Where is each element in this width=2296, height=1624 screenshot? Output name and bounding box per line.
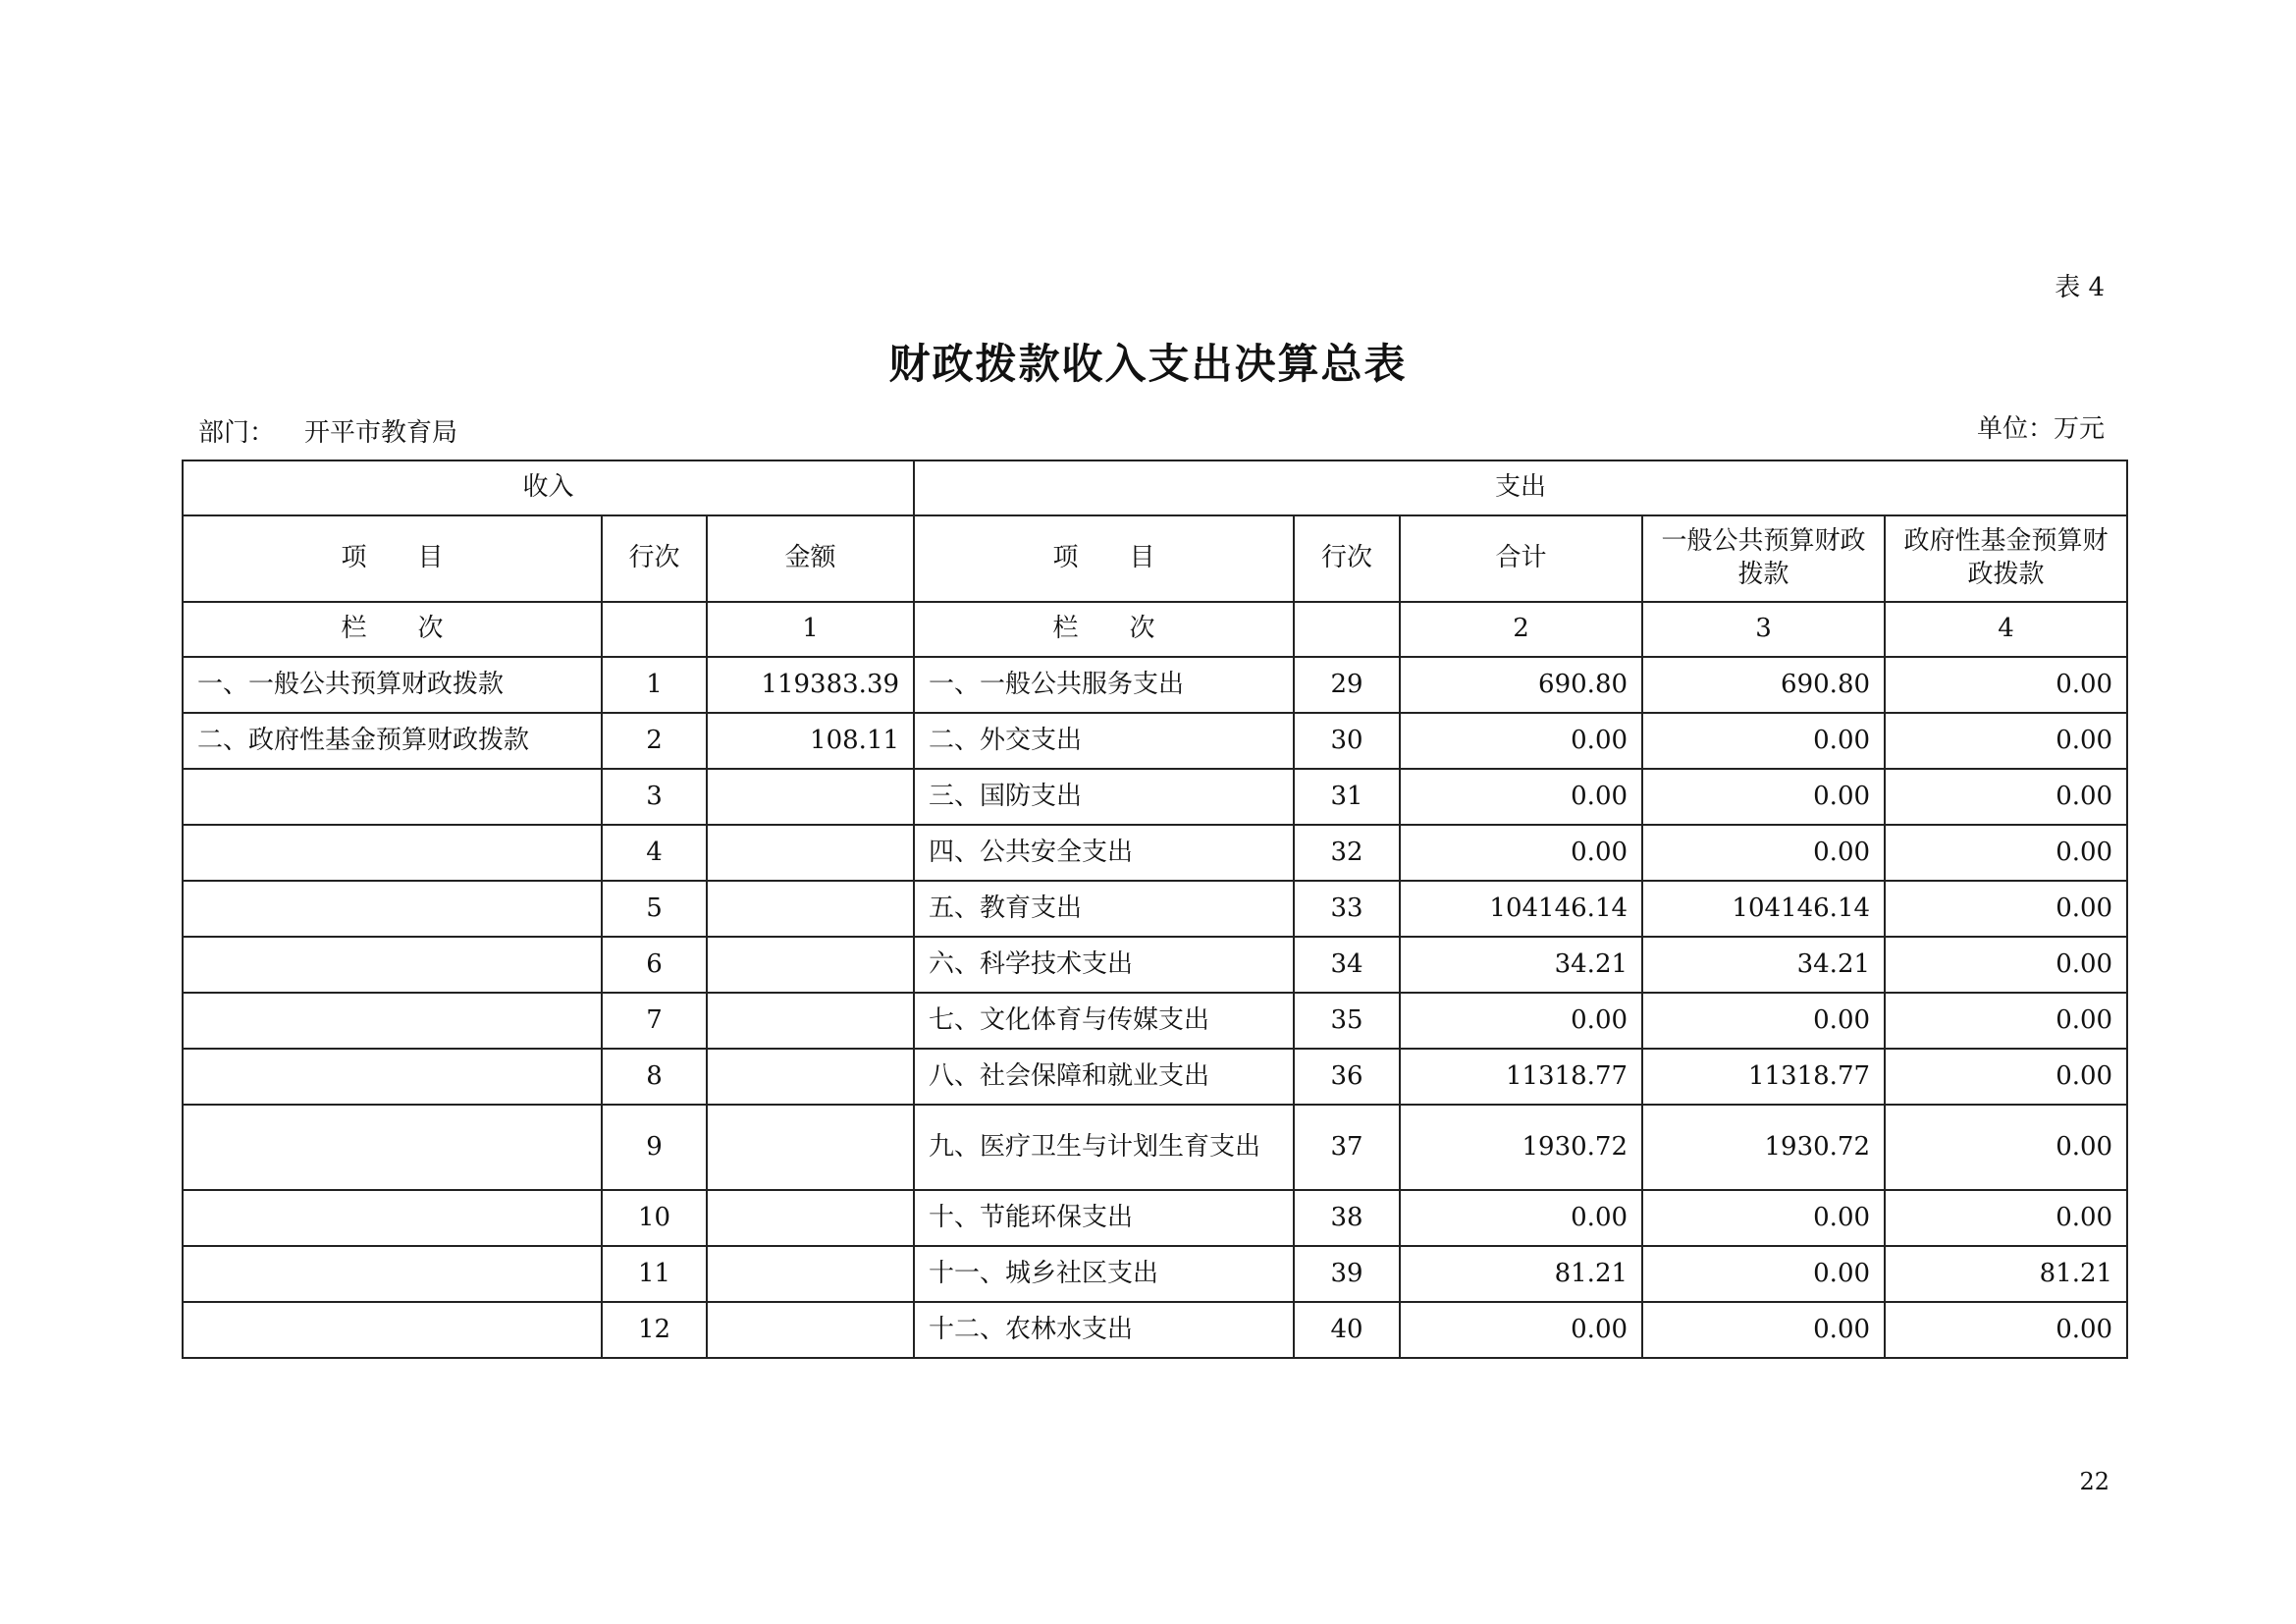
total-cell: 34.21 xyxy=(1400,937,1642,993)
general-budget-cell: 0.00 xyxy=(1642,713,1885,769)
expense-row-no-cell: 34 xyxy=(1294,937,1400,993)
gov-fund-cell: 0.00 xyxy=(1885,1105,2127,1190)
table-row xyxy=(183,825,2127,881)
expense-row-no-cell: 32 xyxy=(1294,825,1400,881)
col-index-1: 1 xyxy=(707,602,914,657)
gov-fund-cell: 0.00 xyxy=(1885,937,2127,993)
expense-item-header: 项 目 xyxy=(914,515,1294,602)
expense-item-cell: 十、节能环保支出 xyxy=(914,1190,1294,1246)
general-budget-cell: 0.00 xyxy=(1642,1190,1885,1246)
total-cell: 0.00 xyxy=(1400,769,1642,825)
column-header-row xyxy=(183,515,2127,602)
table-body xyxy=(183,460,2127,1358)
general-budget-cell: 34.21 xyxy=(1642,937,1885,993)
total-cell: 0.00 xyxy=(1400,1302,1642,1358)
expense-row-no-cell: 36 xyxy=(1294,1049,1400,1105)
total-cell: 104146.14 xyxy=(1400,881,1642,937)
income-row-no-cell: 6 xyxy=(602,937,707,993)
gov-fund-cell: 0.00 xyxy=(1885,825,2127,881)
gov-fund-cell: 0.00 xyxy=(1885,769,2127,825)
income-item-cell xyxy=(183,1105,602,1190)
expense-row-no-cell: 30 xyxy=(1294,713,1400,769)
income-row-no-cell: 3 xyxy=(602,769,707,825)
department xyxy=(198,412,457,449)
income-amount-header: 金额 xyxy=(707,515,914,602)
total-cell: 1930.72 xyxy=(1400,1105,1642,1190)
expense-item-cell: 八、社会保障和就业支出 xyxy=(914,1049,1294,1105)
page-number: 22 xyxy=(2079,1468,2109,1495)
income-row-no-cell: 9 xyxy=(602,1105,707,1190)
col-index-2: 2 xyxy=(1400,602,1642,657)
expense-row-no-header: 行次 xyxy=(1294,515,1400,602)
expense-item-cell: 五、教育支出 xyxy=(914,881,1294,937)
department-label: 部门： xyxy=(198,418,276,448)
income-row-no-cell: 4 xyxy=(602,825,707,881)
page-title: 财政拨款收入支出决算总表 xyxy=(888,340,1408,388)
income-row-no-cell: 10 xyxy=(602,1190,707,1246)
income-row-no-cell: 8 xyxy=(602,1049,707,1105)
column-index-row xyxy=(183,602,2127,657)
income-amount-cell: 108.11 xyxy=(707,713,914,769)
income-item-cell xyxy=(183,1190,602,1246)
expense-item-cell: 九、医疗卫生与计划生育支出 xyxy=(914,1105,1294,1190)
total-cell: 690.80 xyxy=(1400,657,1642,713)
gov-fund-cell: 81.21 xyxy=(1885,1246,2127,1302)
table-row xyxy=(183,1302,2127,1358)
income-item-cell xyxy=(183,825,602,881)
total-cell: 0.00 xyxy=(1400,825,1642,881)
expense-item-cell: 六、科学技术支出 xyxy=(914,937,1294,993)
income-row-no-cell: 7 xyxy=(602,993,707,1049)
general-budget-cell: 0.00 xyxy=(1642,825,1885,881)
gov-fund-cell: 0.00 xyxy=(1885,1049,2127,1105)
income-row-no-cell: 5 xyxy=(602,881,707,937)
expense-col-label: 栏 次 xyxy=(914,602,1294,657)
expense-item-cell: 四、公共安全支出 xyxy=(914,825,1294,881)
empty-cell xyxy=(602,602,707,657)
income-amount-cell xyxy=(707,1105,914,1190)
table-row xyxy=(183,1190,2127,1246)
expense-row-no-cell: 35 xyxy=(1294,993,1400,1049)
total-cell: 0.00 xyxy=(1400,713,1642,769)
table-row xyxy=(183,1246,2127,1302)
table-row xyxy=(183,657,2127,713)
income-amount-cell xyxy=(707,825,914,881)
general-budget-cell: 11318.77 xyxy=(1642,1049,1885,1105)
gov-fund-cell: 0.00 xyxy=(1885,1302,2127,1358)
table-row xyxy=(183,881,2127,937)
total-cell: 0.00 xyxy=(1400,993,1642,1049)
expense-item-cell: 七、文化体育与传媒支出 xyxy=(914,993,1294,1049)
general-budget-cell: 0.00 xyxy=(1642,993,1885,1049)
income-row-no-cell: 1 xyxy=(602,657,707,713)
general-budget-cell: 1930.72 xyxy=(1642,1105,1885,1190)
expense-row-no-cell: 37 xyxy=(1294,1105,1400,1190)
income-item-cell: 一、一般公共预算财政拨款 xyxy=(183,657,602,713)
expense-item-cell: 三、国防支出 xyxy=(914,769,1294,825)
income-item-cell xyxy=(183,1302,602,1358)
budget-table xyxy=(182,460,2128,1359)
table-row xyxy=(183,1049,2127,1105)
income-item-cell xyxy=(183,1246,602,1302)
income-amount-cell xyxy=(707,881,914,937)
expense-item-cell: 二、外交支出 xyxy=(914,713,1294,769)
table-row xyxy=(183,713,2127,769)
income-amount-cell xyxy=(707,1049,914,1105)
gov-fund-cell: 0.00 xyxy=(1885,993,2127,1049)
general-budget-header: 一般公共预算财政拨款 xyxy=(1642,515,1885,602)
general-budget-cell: 0.00 xyxy=(1642,1246,1885,1302)
income-group-header: 收入 xyxy=(183,460,914,515)
income-item-cell xyxy=(183,1049,602,1105)
group-header-row xyxy=(183,460,2127,515)
gov-fund-cell: 0.00 xyxy=(1885,1190,2127,1246)
income-amount-cell xyxy=(707,1246,914,1302)
income-row-no-cell: 11 xyxy=(602,1246,707,1302)
income-amount-cell: 119383.39 xyxy=(707,657,914,713)
income-row-no-cell: 12 xyxy=(602,1302,707,1358)
table-row xyxy=(183,769,2127,825)
expense-item-cell: 十二、农林水支出 xyxy=(914,1302,1294,1358)
expense-item-cell: 十一、城乡社区支出 xyxy=(914,1246,1294,1302)
unit-label: 单位：万元 xyxy=(1976,414,2105,444)
total-cell: 11318.77 xyxy=(1400,1049,1642,1105)
total-cell: 0.00 xyxy=(1400,1190,1642,1246)
expense-row-no-cell: 40 xyxy=(1294,1302,1400,1358)
gov-fund-cell: 0.00 xyxy=(1885,713,2127,769)
total-header: 合计 xyxy=(1400,515,1642,602)
income-amount-cell xyxy=(707,993,914,1049)
general-budget-cell: 0.00 xyxy=(1642,1302,1885,1358)
empty-cell xyxy=(1294,602,1400,657)
income-col-label: 栏 次 xyxy=(183,602,602,657)
total-cell: 81.21 xyxy=(1400,1246,1642,1302)
expense-group-header: 支出 xyxy=(914,460,2127,515)
expense-row-no-cell: 39 xyxy=(1294,1246,1400,1302)
income-item-cell xyxy=(183,993,602,1049)
income-amount-cell xyxy=(707,937,914,993)
table-row xyxy=(183,1105,2127,1190)
income-amount-cell xyxy=(707,1302,914,1358)
income-amount-cell xyxy=(707,1190,914,1246)
income-item-header: 项 目 xyxy=(183,515,602,602)
table-number: 表 4 xyxy=(2055,273,2105,302)
gov-fund-header: 政府性基金预算财政拨款 xyxy=(1885,515,2127,602)
table-row xyxy=(183,937,2127,993)
gov-fund-cell: 0.00 xyxy=(1885,881,2127,937)
income-item-cell xyxy=(183,937,602,993)
expense-row-no-cell: 33 xyxy=(1294,881,1400,937)
department-name: 开平市教育局 xyxy=(304,418,458,448)
expense-item-cell: 一、一般公共服务支出 xyxy=(914,657,1294,713)
col-index-3: 3 xyxy=(1642,602,1885,657)
expense-row-no-cell: 31 xyxy=(1294,769,1400,825)
income-item-cell xyxy=(183,769,602,825)
expense-row-no-cell: 38 xyxy=(1294,1190,1400,1246)
income-row-no-cell: 2 xyxy=(602,713,707,769)
income-item-cell xyxy=(183,881,602,937)
income-amount-cell xyxy=(707,769,914,825)
income-item-cell: 二、政府性基金预算财政拨款 xyxy=(183,713,602,769)
gov-fund-cell: 0.00 xyxy=(1885,657,2127,713)
general-budget-cell: 104146.14 xyxy=(1642,881,1885,937)
table-row xyxy=(183,993,2127,1049)
general-budget-cell: 0.00 xyxy=(1642,769,1885,825)
general-budget-cell: 690.80 xyxy=(1642,657,1885,713)
expense-row-no-cell: 29 xyxy=(1294,657,1400,713)
income-row-no-header: 行次 xyxy=(602,515,707,602)
col-index-4: 4 xyxy=(1885,602,2127,657)
